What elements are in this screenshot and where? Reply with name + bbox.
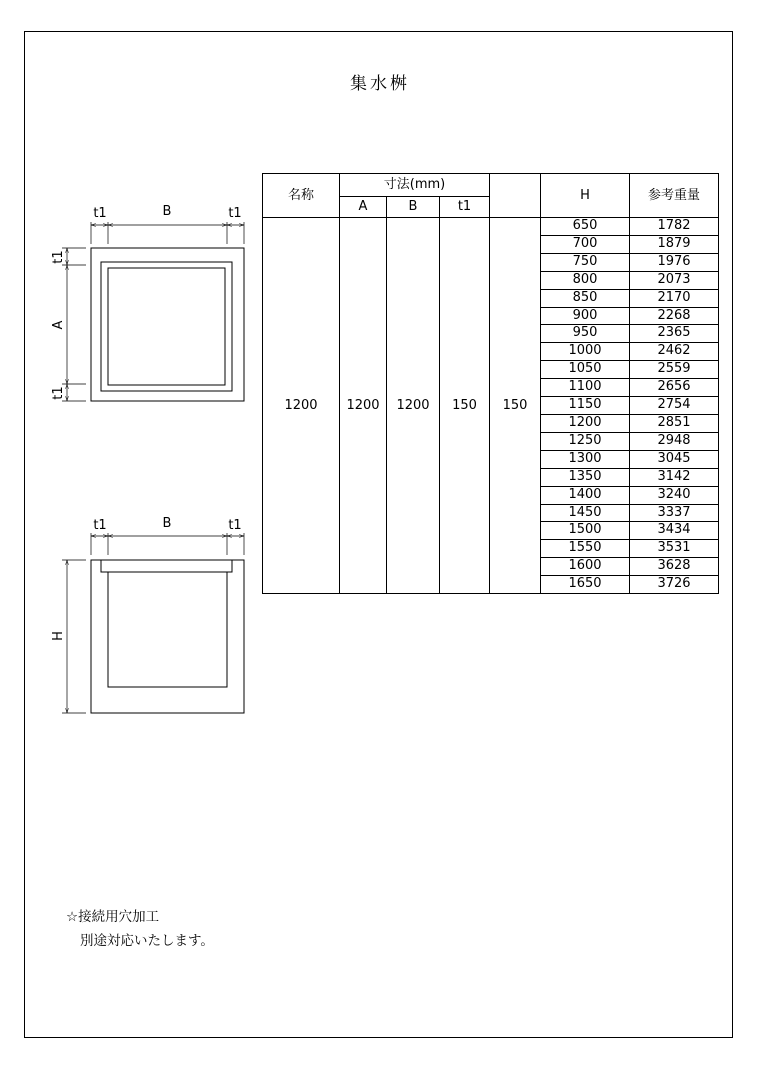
cell-h-value: 1650 <box>541 576 630 594</box>
section-label-b: B <box>162 516 172 531</box>
plan-dimensions <box>62 222 244 401</box>
cell-weight: 3726 <box>630 576 719 594</box>
cell-a: 1200 <box>340 218 387 594</box>
plan-outer-wall <box>91 248 244 401</box>
plan-label-t1-bottom: t1 <box>51 386 66 400</box>
note-line1: ☆接続用穴加工 <box>66 909 160 925</box>
cell-h-value: 1350 <box>541 468 630 486</box>
cell-weight: 2559 <box>630 361 719 379</box>
cell-h-value: 1200 <box>541 414 630 432</box>
cell-weight: 3434 <box>630 522 719 540</box>
plan-label-t1-top: t1 <box>51 250 66 264</box>
cell-h-value: 1150 <box>541 397 630 415</box>
cell-weight: 3531 <box>630 540 719 558</box>
table-row <box>263 218 719 236</box>
cell-h-value: 1050 <box>541 361 630 379</box>
cell-h-value: 1500 <box>541 522 630 540</box>
plan-view <box>91 248 244 401</box>
section-outer-wall <box>91 560 244 713</box>
cell-b: 1200 <box>387 218 440 594</box>
cell-h-value: 1600 <box>541 558 630 576</box>
section-view <box>91 560 244 713</box>
cell-h-value: 1400 <box>541 486 630 504</box>
plan-label-t1-left: t1 <box>93 206 107 221</box>
cell-h-value: 900 <box>541 307 630 325</box>
plan-label-a: A <box>51 320 66 330</box>
header-weight: 参考重量 <box>630 174 719 218</box>
cell-weight: 2656 <box>630 379 719 397</box>
cell-h-value: 950 <box>541 325 630 343</box>
cell-weight: 2365 <box>630 325 719 343</box>
header-a: A <box>340 197 387 218</box>
header-blank <box>490 174 541 218</box>
plan-inner-edge <box>108 268 225 385</box>
cell-h-value: 1100 <box>541 379 630 397</box>
header-t1: t1 <box>440 197 490 218</box>
header-name: 名称 <box>263 174 340 218</box>
cell-h-value: 700 <box>541 235 630 253</box>
cell-weight: 2073 <box>630 271 719 289</box>
header-dims: 寸法(mm) <box>340 174 490 197</box>
cell-weight: 2851 <box>630 414 719 432</box>
section-label-h: H <box>51 631 66 641</box>
plan-inner-wall <box>101 262 232 391</box>
cell-weight: 1782 <box>630 218 719 236</box>
plan-label-t1-right: t1 <box>228 206 242 221</box>
cell-h-value: 1000 <box>541 343 630 361</box>
cell-weight: 2948 <box>630 432 719 450</box>
cell-weight: 2462 <box>630 343 719 361</box>
cell-weight: 1879 <box>630 235 719 253</box>
cell-weight: 3045 <box>630 450 719 468</box>
cell-weight: 3337 <box>630 504 719 522</box>
spec-table-body <box>263 218 719 594</box>
cell-t1: 150 <box>440 218 490 594</box>
section-label-t1-left: t1 <box>93 518 107 533</box>
cell-weight: 3628 <box>630 558 719 576</box>
cell-name: 1200 <box>263 218 340 594</box>
section-inner-cavity <box>108 572 227 687</box>
note-line2: 別途対応いたします。 <box>80 933 214 949</box>
cell-h-value: 650 <box>541 218 630 236</box>
cell-h-value: 1550 <box>541 540 630 558</box>
cell-h-value: 800 <box>541 271 630 289</box>
plan-label-b: B <box>162 204 172 219</box>
header-b: B <box>387 197 440 218</box>
cell-h-value: 1250 <box>541 432 630 450</box>
cell-weight: 3240 <box>630 486 719 504</box>
cell-weight: 2170 <box>630 289 719 307</box>
cell-h-value: 850 <box>541 289 630 307</box>
spec-table <box>262 173 719 594</box>
page-title: 集水桝 <box>350 74 410 94</box>
cell-weight: 1976 <box>630 253 719 271</box>
cell-weight: 2754 <box>630 397 719 415</box>
note <box>66 905 214 953</box>
cell-h-value: 1300 <box>541 450 630 468</box>
section-lid-recess <box>101 560 232 572</box>
cell-h-value: 1450 <box>541 504 630 522</box>
header-h: H <box>541 174 630 218</box>
section-label-t1-right: t1 <box>228 518 242 533</box>
cell-blank: 150 <box>490 218 541 594</box>
cell-weight: 3142 <box>630 468 719 486</box>
cell-weight: 2268 <box>630 307 719 325</box>
cell-h-value: 750 <box>541 253 630 271</box>
